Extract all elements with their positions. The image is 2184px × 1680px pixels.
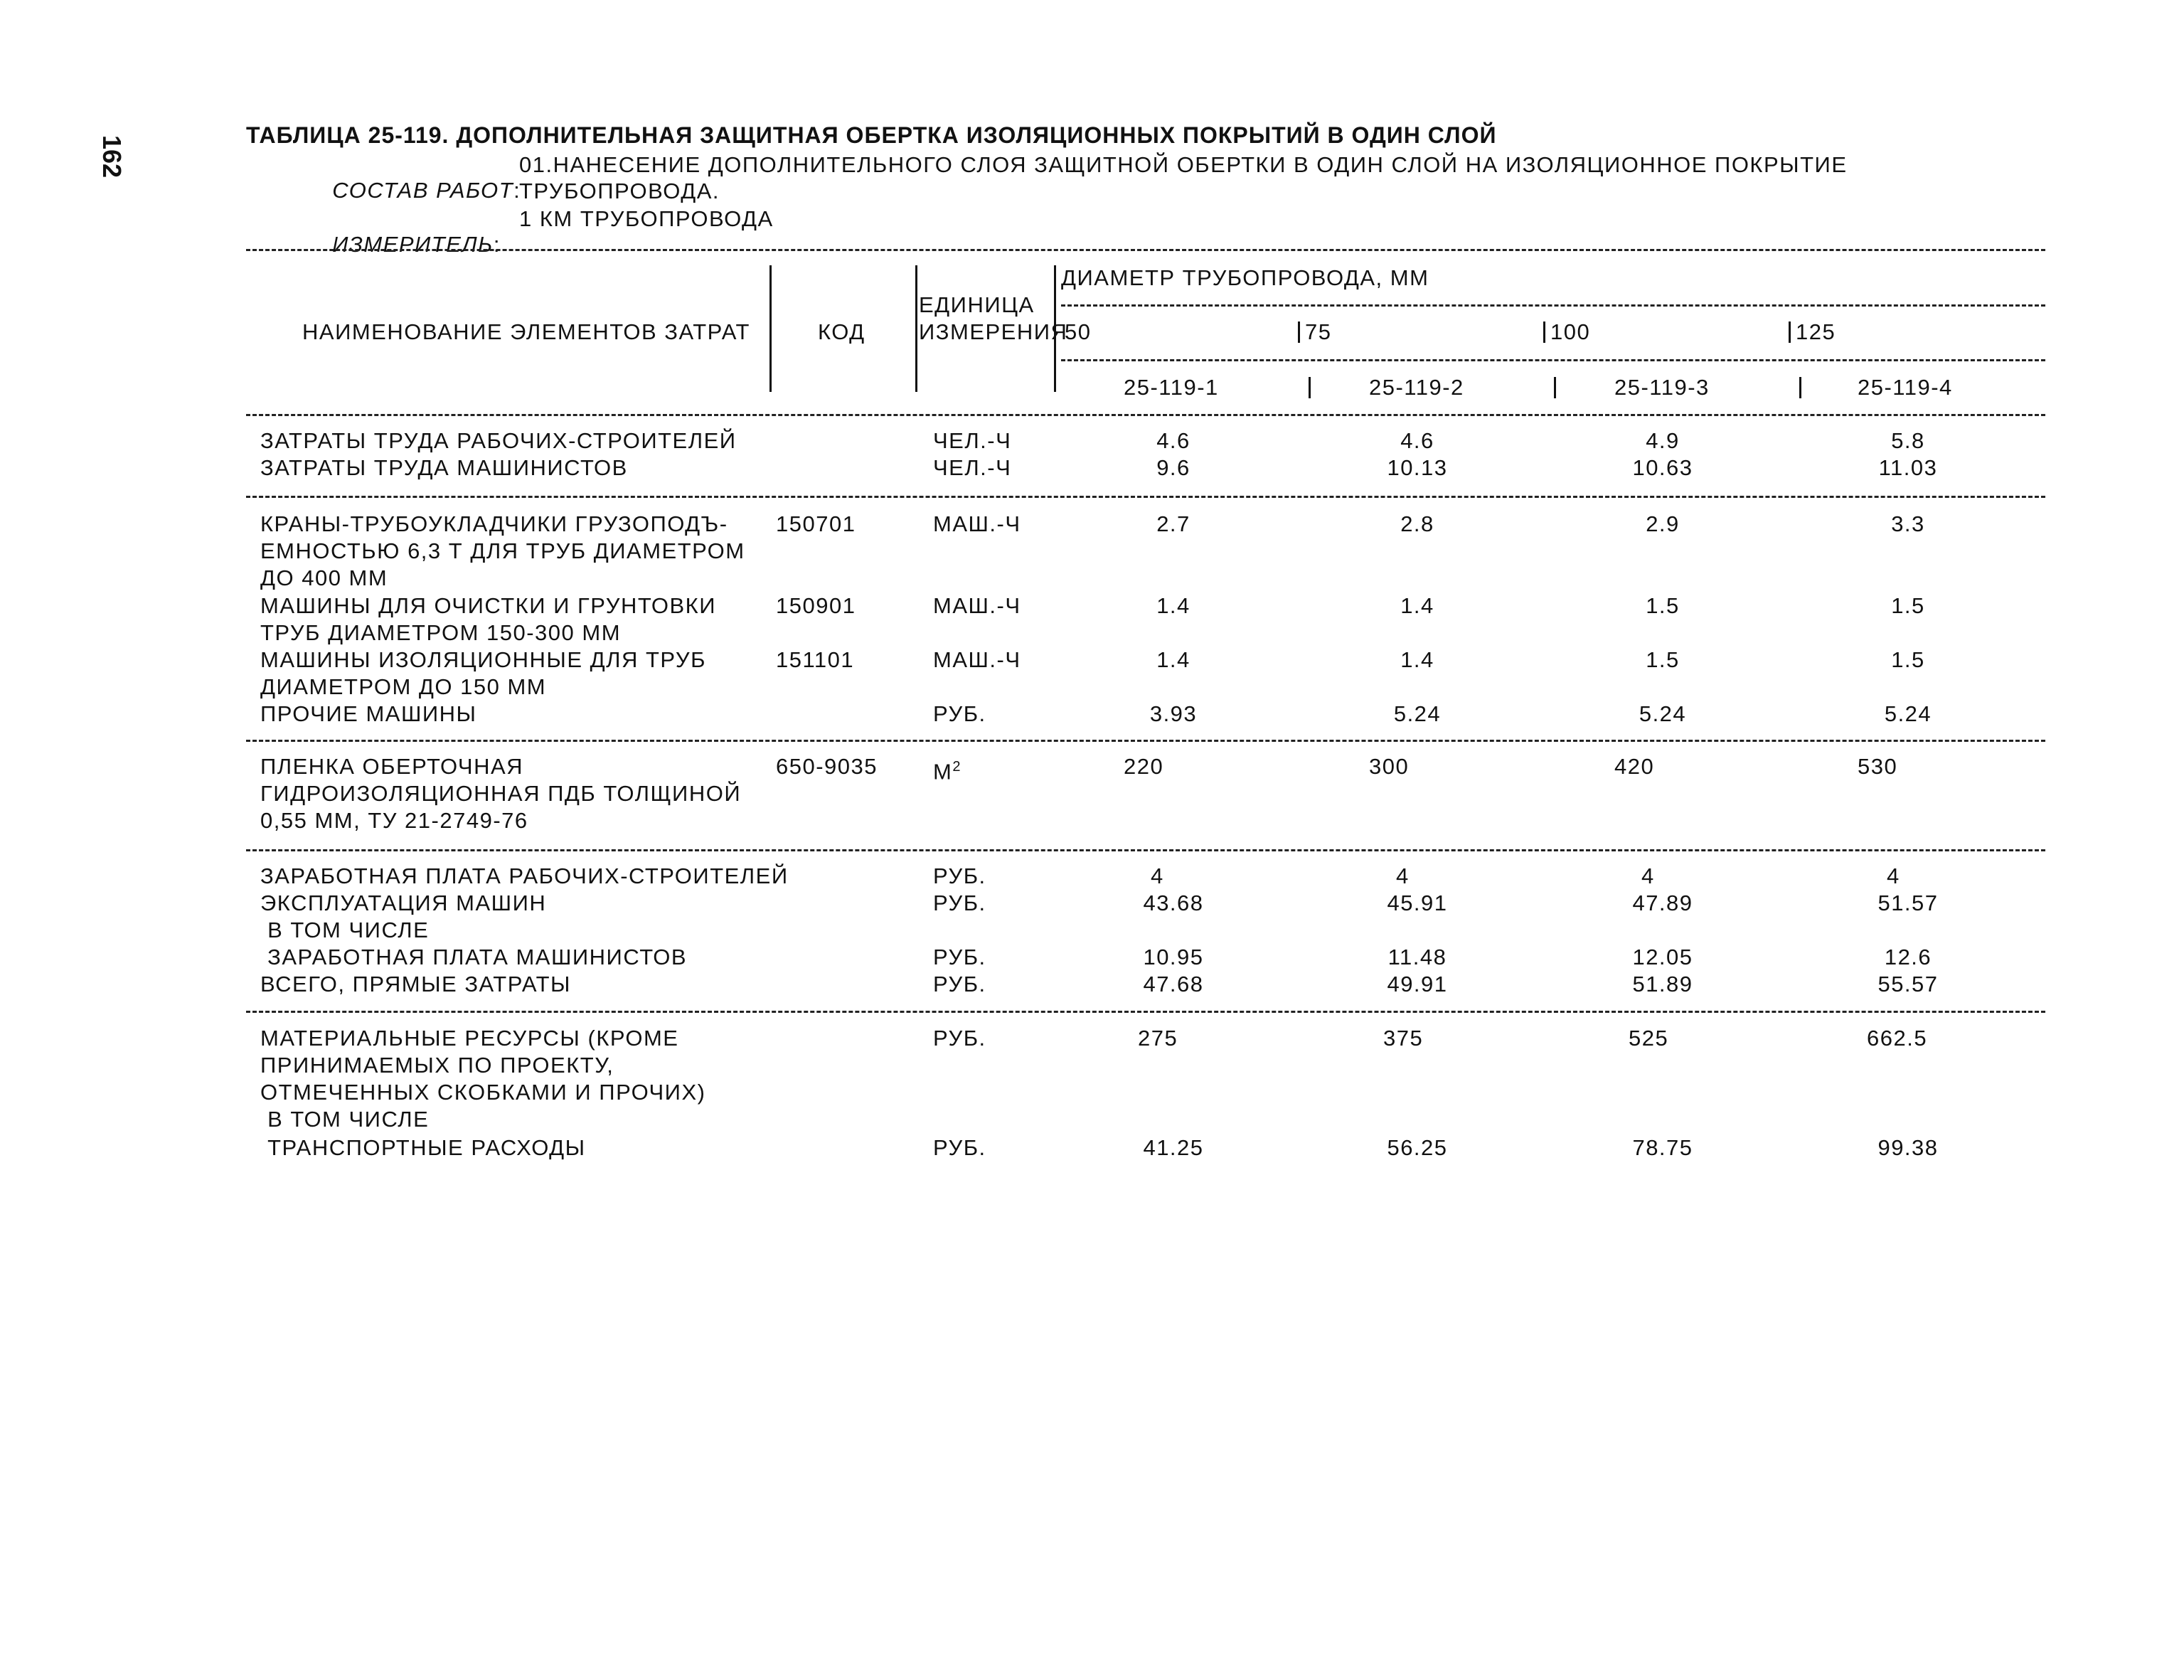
row-value: 1.5: [1646, 647, 1680, 672]
row-unit-text: М: [933, 759, 953, 785]
row-value: 4.6: [1400, 428, 1434, 453]
row-name: ЭКСПЛУАТАЦИЯ МАШИН: [260, 890, 547, 915]
row-value: 275: [1138, 1026, 1178, 1051]
row-name: В ТОМ ЧИСЛЕ: [260, 1107, 430, 1132]
row-value: 1.5: [1891, 647, 1925, 672]
header-top-rule: [246, 249, 2045, 251]
row-value: 1.4: [1156, 593, 1190, 618]
col-divider: [1789, 321, 1791, 343]
row-value: 2.7: [1156, 511, 1190, 536]
row-unit: ЧЕЛ.-Ч: [933, 455, 1012, 480]
row-value: 420: [1614, 754, 1655, 779]
diameter-75: 75: [1305, 319, 1332, 344]
row-unit: [933, 754, 962, 785]
col-divider: [1543, 321, 1545, 343]
row-value: 2.8: [1400, 511, 1434, 536]
row-value: 11.03: [1878, 455, 1938, 480]
row-name: ЗАТРАТЫ ТРУДА МАШИНИСТОВ: [260, 455, 628, 480]
row-name: КРАНЫ-ТРУБОУКЛАДЧИКИ ГРУЗОПОДЪ-: [260, 511, 728, 536]
row-name: ДО 400 ММ: [260, 565, 388, 590]
row-value: 1.5: [1891, 593, 1925, 618]
work-composition-line1: 01.НАНЕСЕНИЕ ДОПОЛНИТЕЛЬНОГО СЛОЯ ЗАЩИТНОЙ ОБЕРТКИ В ОДИН СЛОЙ НА ИЗОЛЯЦИОННОЕ ПОКРЫТИЕ: [519, 152, 1848, 177]
row-unit: РУБ.: [933, 945, 986, 969]
row-value: 1.5: [1646, 593, 1680, 618]
row-value: 5.24: [1884, 701, 1932, 726]
row-value: 4: [1151, 863, 1164, 888]
row-value: 525: [1629, 1026, 1669, 1051]
row-name: ПЛЕНКА ОБЕРТОЧНАЯ: [260, 754, 524, 779]
header-unit-1: ЕДИНИЦА: [919, 292, 1035, 317]
row-value: 51.89: [1632, 972, 1693, 996]
row-value: 4: [1887, 863, 1900, 888]
row-value: 1.4: [1400, 593, 1434, 618]
group-rule: [246, 740, 2045, 742]
row-value: 9.6: [1156, 455, 1190, 480]
row-value: 300: [1369, 754, 1410, 779]
row-value: 3.3: [1891, 511, 1925, 536]
row-unit: РУБ.: [933, 1135, 986, 1160]
row-name: ЗАРАБОТНАЯ ПЛАТА РАБОЧИХ-СТРОИТЕЛЕЙ: [260, 863, 789, 888]
diameter-50: 50: [1065, 319, 1092, 344]
row-value: 47.68: [1143, 972, 1204, 996]
header-bottom-rule: [246, 414, 2045, 416]
group-rule: [246, 496, 2045, 498]
row-value: 5.24: [1393, 701, 1442, 726]
row-value: 12.6: [1884, 945, 1932, 969]
row-name: ВСЕГО, ПРЯМЫЕ ЗАТРАТЫ: [260, 972, 571, 996]
row-value: 5.8: [1891, 428, 1925, 453]
measure-label: ИЗМЕРИТЕЛЬ: [332, 232, 494, 257]
row-name: МАТЕРИАЛЬНЫЕ РЕСУРСЫ (КРОМЕ: [260, 1026, 679, 1051]
row-unit: РУБ.: [933, 701, 986, 726]
row-name: ПРОЧИЕ МАШИНЫ: [260, 701, 477, 726]
row-value: 5.24: [1639, 701, 1687, 726]
row-unit: МАШ.-Ч: [933, 647, 1021, 672]
table-code-3: 25-119-3: [1614, 375, 1710, 400]
col-divider: [1554, 377, 1556, 398]
work-composition: СОСТАВ РАБОТ:: [332, 178, 521, 203]
row-value: 78.75: [1632, 1135, 1693, 1160]
row-name: ТРАНСПОРТНЫЕ РАСХОДЫ: [260, 1135, 586, 1160]
header-unit-2: ИЗМЕРЕНИЯ: [919, 319, 1068, 344]
row-value: 2.9: [1646, 511, 1680, 536]
row-value: 55.57: [1877, 972, 1939, 996]
header-name: НАИМЕНОВАНИЕ ЭЛЕМЕНТОВ ЗАТРАТ: [302, 319, 750, 344]
group-rule: [246, 849, 2045, 851]
diameter-125: 125: [1796, 319, 1836, 344]
table-code-2: 25-119-2: [1369, 375, 1464, 400]
row-name: В ТОМ ЧИСЛЕ: [260, 918, 430, 942]
row-unit: МАШ.-Ч: [933, 511, 1021, 536]
row-value: 4: [1641, 863, 1655, 888]
diameter-100: 100: [1550, 319, 1591, 344]
row-value: 10.95: [1143, 945, 1204, 969]
row-unit-sup: 2: [952, 759, 962, 775]
row-name: ТРУБ ДИАМЕТРОМ 150-300 ММ: [260, 620, 622, 645]
row-value: 51.57: [1877, 890, 1939, 915]
row-name: ЕМНОСТЬЮ 6,3 Т ДЛЯ ТРУБ ДИАМЕТРОМ: [260, 538, 745, 563]
row-name: МАШИНЫ ИЗОЛЯЦИОННЫЕ ДЛЯ ТРУБ: [260, 647, 706, 672]
row-value: 4: [1396, 863, 1410, 888]
col-divider: [769, 265, 772, 392]
row-code: 650-9035: [776, 754, 878, 779]
row-unit: РУБ.: [933, 972, 986, 996]
diameter-heading: ДИАМЕТР ТРУБОПРОВОДА, ММ: [1061, 265, 1429, 290]
row-unit: МАШ.-Ч: [933, 593, 1021, 618]
row-code: 151101: [776, 647, 855, 672]
page-number: 162: [97, 135, 127, 179]
row-name: ГИДРОИЗОЛЯЦИОННАЯ ПДБ ТОЛЩИНОЙ: [260, 781, 742, 806]
row-value: 375: [1383, 1026, 1424, 1051]
row-value: 3.93: [1149, 701, 1198, 726]
header-rule: [1061, 359, 2045, 361]
row-code: 150701: [776, 511, 856, 536]
header-rule: [1061, 304, 2045, 307]
row-value: 99.38: [1877, 1135, 1939, 1160]
row-value: 43.68: [1143, 890, 1204, 915]
header-code: КОД: [818, 319, 865, 344]
row-value: 10.13: [1387, 455, 1448, 480]
row-name: ЗАРАБОТНАЯ ПЛАТА МАШИНИСТОВ: [260, 945, 688, 969]
work-composition-label: СОСТАВ РАБОТ: [332, 178, 514, 203]
row-name: МАШИНЫ ДЛЯ ОЧИСТКИ И ГРУНТОВКИ: [260, 593, 717, 618]
measure: ИЗМЕРИТЕЛЬ:: [332, 232, 501, 257]
row-name: ОТМЕЧЕННЫХ СКОБКАМИ И ПРОЧИХ): [260, 1080, 706, 1105]
row-value: 56.25: [1387, 1135, 1448, 1160]
row-code: 150901: [776, 593, 856, 618]
work-composition-line2: ТРУБОПРОВОДА.: [519, 179, 720, 203]
row-value: 4.6: [1156, 428, 1190, 453]
row-value: 10.63: [1632, 455, 1693, 480]
col-divider: [915, 265, 917, 392]
row-value: 11.48: [1387, 945, 1447, 969]
table-title: ТАБЛИЦА 25-119. ДОПОЛНИТЕЛЬНАЯ ЗАЩИТНАЯ ОБЕРТКА ИЗОЛЯЦИОННЫХ ПОКРЫТИЙ В ОДИН СЛОЙ: [246, 122, 1497, 148]
row-name: ДИАМЕТРОМ ДО 150 ММ: [260, 674, 547, 699]
table-code-1: 25-119-1: [1124, 375, 1219, 400]
row-value: 662.5: [1867, 1026, 1928, 1051]
table-code-4: 25-119-4: [1858, 375, 1953, 400]
row-value: 1.4: [1400, 647, 1434, 672]
row-unit: РУБ.: [933, 863, 986, 888]
row-value: 530: [1858, 754, 1898, 779]
col-divider: [1298, 321, 1300, 343]
row-value: 220: [1124, 754, 1164, 779]
col-divider: [1309, 377, 1311, 398]
group-rule: [246, 1011, 2045, 1013]
measure-value: 1 КМ ТРУБОПРОВОДА: [519, 206, 774, 231]
row-unit: ЧЕЛ.-Ч: [933, 428, 1012, 453]
row-name: 0,55 ММ, ТУ 21-2749-76: [260, 808, 528, 833]
row-value: 47.89: [1632, 890, 1693, 915]
row-value: 4.9: [1646, 428, 1680, 453]
row-name: ПРИНИМАЕМЫХ ПО ПРОЕКТУ,: [260, 1053, 614, 1078]
row-value: 49.91: [1387, 972, 1448, 996]
row-unit: РУБ.: [933, 890, 986, 915]
row-name: ЗАТРАТЫ ТРУДА РАБОЧИХ-СТРОИТЕЛЕЙ: [260, 428, 737, 453]
row-value: 45.91: [1387, 890, 1448, 915]
row-value: 1.4: [1156, 647, 1190, 672]
row-unit: РУБ.: [933, 1026, 986, 1051]
row-value: 41.25: [1143, 1135, 1204, 1160]
col-divider: [1799, 377, 1801, 398]
row-value: 12.05: [1632, 945, 1693, 969]
